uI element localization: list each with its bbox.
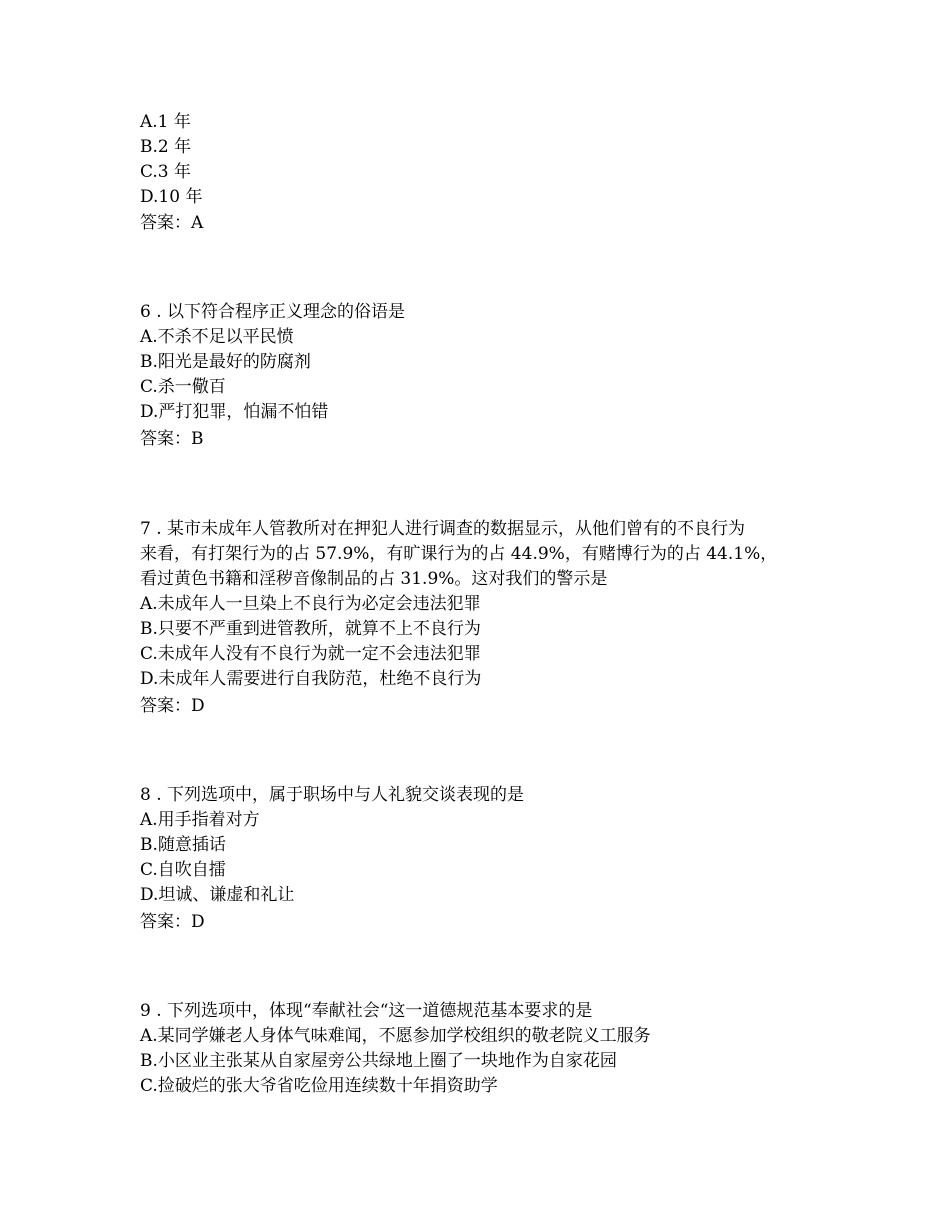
prev-answer: 答案：A <box>140 213 204 233</box>
q8-stem: 8 . 下列选项中，属于职场中与人礼貌交谈表现的是 <box>140 785 525 805</box>
q7-option-c: C.未成年人没有不良行为就一定不会违法犯罪 <box>140 644 481 664</box>
q9-option-c: C.捡破烂的张大爷省吃俭用连续数十年捐资助学 <box>140 1076 498 1096</box>
prev-option-a: A.1 年 <box>140 112 191 132</box>
q8-answer: 答案：D <box>140 912 205 932</box>
q6-option-c: C.杀一儆百 <box>140 377 226 397</box>
prev-option-d: D.10 年 <box>140 187 203 207</box>
q7-stem-line-2: 来看，有打架行为的占 57.9%，有旷课行为的占 44.9%，有赌博行为的占 44.1%， <box>140 544 778 564</box>
q6-option-a: A.不杀不足以平民愤 <box>140 327 294 347</box>
q6-stem: 6 . 以下符合程序正义理念的俗语是 <box>140 302 406 322</box>
q8-option-d: D.坦诚、谦虚和礼让 <box>140 885 295 905</box>
q8-option-c: C.自吹自擂 <box>140 860 226 880</box>
q9-option-b: B.小区业主张某从自家屋旁公共绿地上圈了一块地作为自家花园 <box>140 1051 617 1071</box>
q7-option-d: D.未成年人需要进行自我防范，杜绝不良行为 <box>140 669 482 689</box>
q7-option-a: A.未成年人一旦染上不良行为必定会违法犯罪 <box>140 594 481 614</box>
q6-option-b: B.阳光是最好的防腐剂 <box>140 352 311 372</box>
q6-option-d: D.严打犯罪，怕漏不怕错 <box>140 402 329 422</box>
q7-stem-line-1: 7 . 某市未成年人管教所对在押犯人进行调查的数据显示，从他们曾有的不良行为 <box>140 519 746 539</box>
q9-option-a: A.某同学嫌老人身体气味难闻，不愿参加学校组织的敬老院义工服务 <box>140 1026 651 1046</box>
q7-option-b: B.只要不严重到进管教所，就算不上不良行为 <box>140 619 481 639</box>
q8-option-a: A.用手指着对方 <box>140 810 260 830</box>
prev-option-b: B.2 年 <box>140 137 192 157</box>
q8-option-b: B.随意插话 <box>140 835 226 855</box>
q9-stem: 9 . 下列选项中，体现“奉献社会“这一道德规范基本要求的是 <box>140 1001 593 1021</box>
q7-answer: 答案：D <box>140 696 205 716</box>
q6-answer: 答案：B <box>140 429 204 449</box>
q7-stem-line-3: 看过黄色书籍和淫秽音像制品的占 31.9%。这对我们的警示是 <box>140 569 608 589</box>
prev-option-c: C.3 年 <box>140 162 192 182</box>
